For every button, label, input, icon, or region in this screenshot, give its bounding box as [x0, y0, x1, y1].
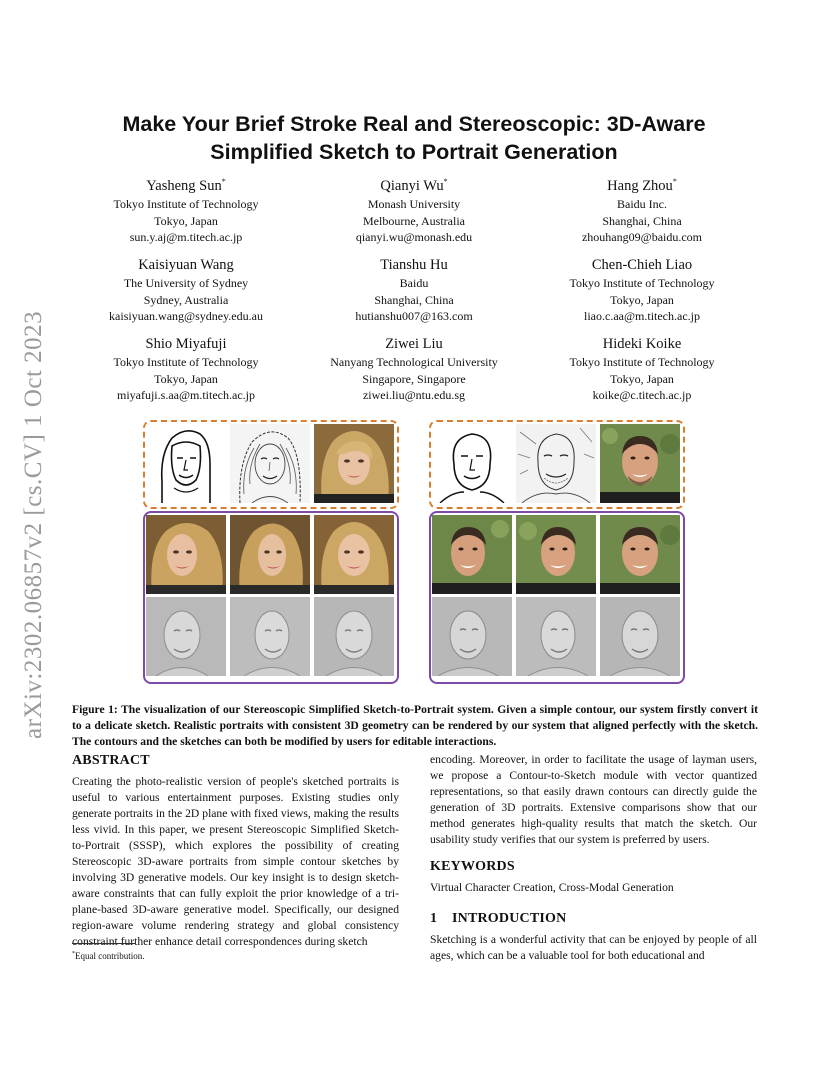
left-column: [72, 752, 399, 950]
title-line-2: Simplified Sketch to Portrait Generation: [210, 140, 618, 164]
author-affiliation: Baidu: [399, 276, 429, 290]
footnote-text: Equal contribution.: [75, 951, 145, 961]
author-row: [72, 334, 756, 413]
author-row: [72, 176, 756, 255]
geometry-view-right: [600, 597, 680, 676]
teaser-figure: [143, 420, 685, 686]
author-location: Tokyo, Japan: [610, 292, 674, 307]
equal-contribution-mark: *: [672, 177, 677, 187]
author-location: Melbourne, Australia: [363, 213, 465, 228]
author-location: Sydney, Australia: [143, 292, 229, 307]
introduction-heading: [430, 910, 757, 928]
author-email[interactable]: liao.c.aa@m.titech.ac.jp: [584, 309, 700, 323]
author-affiliation: Monash University: [367, 197, 461, 211]
portrait-view-center: [230, 515, 310, 594]
author-email[interactable]: miyafuji.s.aa@m.titech.ac.jp: [116, 388, 255, 402]
sketch-image: [230, 424, 310, 503]
equal-contribution-mark: *: [221, 177, 226, 187]
author-email[interactable]: hutianshu007@163.com: [355, 309, 473, 323]
keywords-heading: KEYWORDS: [430, 859, 515, 874]
author-name: Hang Zhou: [607, 178, 673, 194]
sketch-image: [516, 424, 596, 503]
author-location: Tokyo, Japan: [154, 213, 218, 228]
abstract-continuation: encoding. Moreover, in order to facilitate the usage of layman users, we propose a Contour-to-Sketch module with vector quantized representations, so that easily drawn contours can directly guide the generation of 3D portraits. Extensive comparisons show that our method generates high-quality results that match the sketch. Our usability study verifies that our system is preferred by users.: [430, 753, 757, 846]
author-location: Tokyo, Japan: [610, 371, 674, 386]
portrait-view-right: [314, 515, 394, 594]
author-name: Yasheng Sun: [146, 178, 222, 194]
keywords-text: Virtual Character Creation, Cross-Modal Generation: [430, 881, 674, 894]
author-card: [72, 176, 300, 255]
author-affiliation: Baidu Inc.: [617, 197, 667, 211]
author-name: Qianyi Wu: [380, 178, 444, 194]
portrait-image: [600, 424, 680, 503]
figure-group-man: [429, 420, 685, 686]
footnote-mark: *: [72, 951, 75, 957]
author-name: Ziwei Liu: [385, 336, 443, 352]
right-column: [430, 752, 757, 964]
equal-contribution-mark: *: [443, 177, 448, 187]
figure-group-woman: [143, 420, 399, 686]
paper-title: [80, 110, 748, 166]
author-location: Shanghai, China: [374, 292, 454, 307]
author-card: [72, 255, 300, 334]
abstract-heading: ABSTRACT: [72, 753, 150, 768]
geometry-view-left: [146, 597, 226, 676]
portrait-view-center: [516, 515, 596, 594]
author-row: [72, 255, 756, 334]
author-name: Hideki Koike: [602, 336, 682, 352]
geometry-view-right: [314, 597, 394, 676]
author-affiliation: The University of Sydney: [123, 276, 249, 290]
author-card: [528, 255, 756, 334]
author-block: [72, 176, 756, 413]
author-card: [528, 334, 756, 413]
author-card: [300, 334, 528, 413]
author-affiliation: Tokyo Institute of Technology: [113, 355, 259, 369]
author-name: Chen-Chieh Liao: [591, 257, 693, 273]
author-email[interactable]: kaisiyuan.wang@sydney.edu.au: [109, 309, 263, 323]
author-card: [72, 334, 300, 413]
author-affiliation: Tokyo Institute of Technology: [569, 355, 715, 369]
author-affiliation: Nanyang Technological University: [330, 355, 498, 369]
portrait-view-left: [432, 515, 512, 594]
geometry-view-center: [230, 597, 310, 676]
contour-image: [146, 424, 226, 503]
author-email[interactable]: zhouhang09@baidu.com: [581, 230, 703, 244]
author-email[interactable]: ziwei.liu@ntu.edu.sg: [362, 388, 466, 402]
portrait-image: [314, 424, 394, 503]
geometry-view-center: [516, 597, 596, 676]
author-location: Shanghai, China: [602, 213, 682, 228]
title-line-1: Make Your Brief Stroke Real and Stereoscopic: 3D-Aware: [122, 112, 706, 136]
section-number: 1: [430, 911, 438, 926]
author-name: Tianshu Hu: [380, 257, 448, 273]
author-email[interactable]: koike@c.titech.ac.jp: [592, 388, 692, 402]
author-email[interactable]: sun.y.aj@m.titech.ac.jp: [129, 230, 243, 244]
author-card: [528, 176, 756, 255]
portrait-view-left: [146, 515, 226, 594]
geometry-view-left: [432, 597, 512, 676]
author-affiliation: Tokyo Institute of Technology: [569, 276, 715, 290]
abstract-text: Creating the photo-realistic version of people's sketched portraits is useful to various entertainment purposes. Existing studies only generate portraits in the 2D plane with fixed views, making the results less vivid. In this paper, we present Stereoscopic Simplified Sketch-to-Portrait (SSSP), which explores the possibility of creating Stereoscopic 3D-aware portraits from simple contour sketches by involving 3D generative models. Our key insight is to design sketch-aware constraints that can fully exploit the prior knowledge of a tri-plane-based 3D-aware generative model. Specifically, our designed region-aware volume rendering strategy and global consistency constraint further enhance detail correspondences during sketch: [72, 775, 399, 948]
arxiv-stamp: arXiv:2302.06857v2 [cs.CV] 1 Oct 2023: [20, 310, 47, 740]
section-title: INTRODUCTION: [452, 911, 567, 926]
author-card: [300, 255, 528, 334]
author-card: [300, 176, 528, 255]
author-location: Singapore, Singapore: [362, 371, 466, 386]
portrait-view-right: [600, 515, 680, 594]
author-name: Shio Miyafuji: [145, 336, 227, 352]
introduction-text: Sketching is a wonderful activity that can be enjoyed by people of all ages, which can be a valuable tool for both educational and: [430, 933, 757, 962]
figure-caption: Figure 1: The visualization of our Stereoscopic Simplified Sketch-to-Portrait system. Given a simple contour, our system firstly convert it to a delicate sketch. Realistic portraits with consistent 3D geometry can be rendered by our system that aligned perfectly with the sketch. The contours and the sketches can both be modified by users for editable interactions.: [72, 703, 758, 748]
author-affiliation: Tokyo Institute of Technology: [113, 197, 259, 211]
footnote-rule: [72, 943, 136, 944]
author-location: Tokyo, Japan: [154, 371, 218, 386]
footnote: [72, 948, 145, 962]
contour-image: [432, 424, 512, 503]
author-email[interactable]: qianyi.wu@monash.edu: [355, 230, 473, 244]
author-name: Kaisiyuan Wang: [138, 257, 234, 273]
